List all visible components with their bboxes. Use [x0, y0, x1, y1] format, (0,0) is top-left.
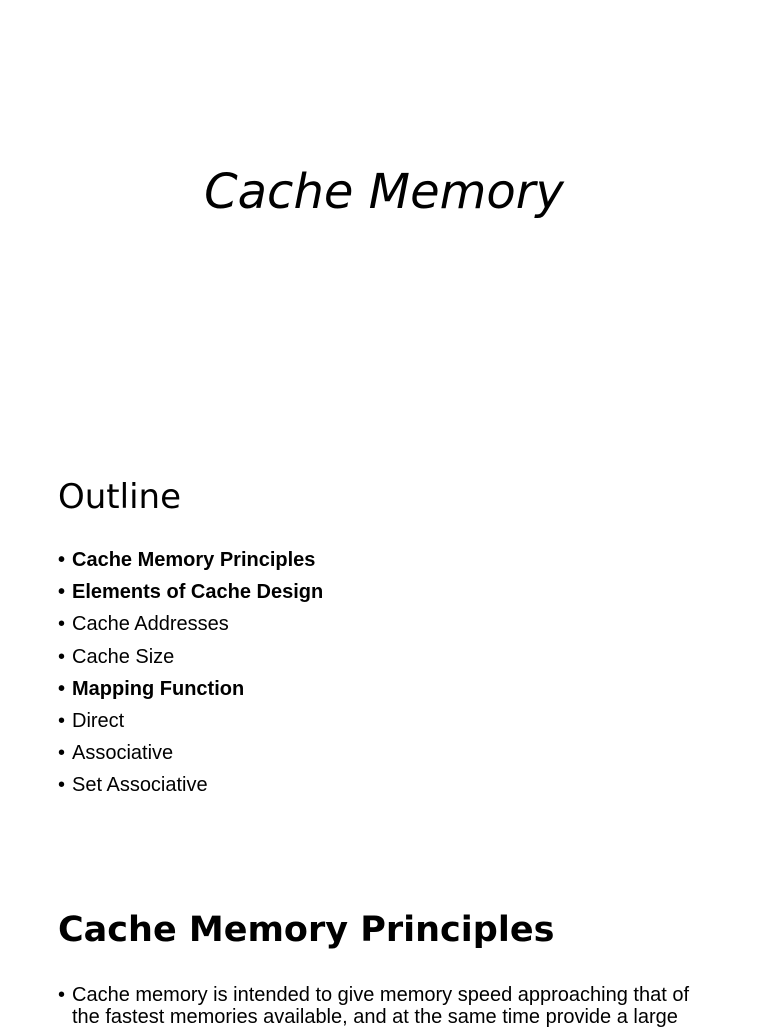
bullet-icon: •: [58, 774, 66, 797]
list-item: [58, 769, 323, 801]
principles-heading: Cache Memory Principles: [58, 910, 555, 950]
list-item: [58, 737, 323, 769]
list-item-text: Elements of Cache Design: [72, 581, 324, 604]
bullet-icon: •: [58, 549, 66, 571]
bullet-icon: •: [58, 613, 66, 636]
outline-list: [58, 544, 323, 802]
list-item-text: Cache Addresses: [72, 613, 229, 636]
list-item-text: Cache Memory Principles: [72, 549, 316, 571]
bullet-icon: •: [58, 984, 66, 1006]
title-slide: [0, 0, 768, 440]
list-item: [58, 544, 323, 576]
outline-slide: [0, 440, 768, 860]
list-item-text: Set Associative: [72, 774, 208, 797]
slide-title: Cache Memory: [204, 164, 564, 220]
list-item: [58, 576, 323, 608]
list-item-text: Associative: [72, 742, 174, 765]
paragraph-text: Cache memory is intended to give memory speed approaching that of the fastest memories available, and at the same time provide a large: [72, 984, 690, 1028]
list-item-text: Direct: [72, 709, 125, 732]
list-item: [58, 608, 323, 640]
principles-paragraph: [58, 984, 718, 1028]
principles-slide: [0, 890, 768, 1028]
bullet-icon: •: [58, 645, 66, 668]
list-item-text: Cache Size: [72, 645, 175, 668]
list-item: [58, 673, 323, 705]
list-item: [58, 705, 323, 737]
list-item: [58, 641, 323, 673]
bullet-icon: •: [58, 677, 66, 700]
bullet-icon: •: [58, 742, 66, 765]
outline-heading: Outline: [58, 477, 182, 517]
list-item-text: Mapping Function: [72, 677, 245, 700]
bullet-icon: •: [58, 581, 66, 604]
bullet-icon: •: [58, 709, 66, 732]
